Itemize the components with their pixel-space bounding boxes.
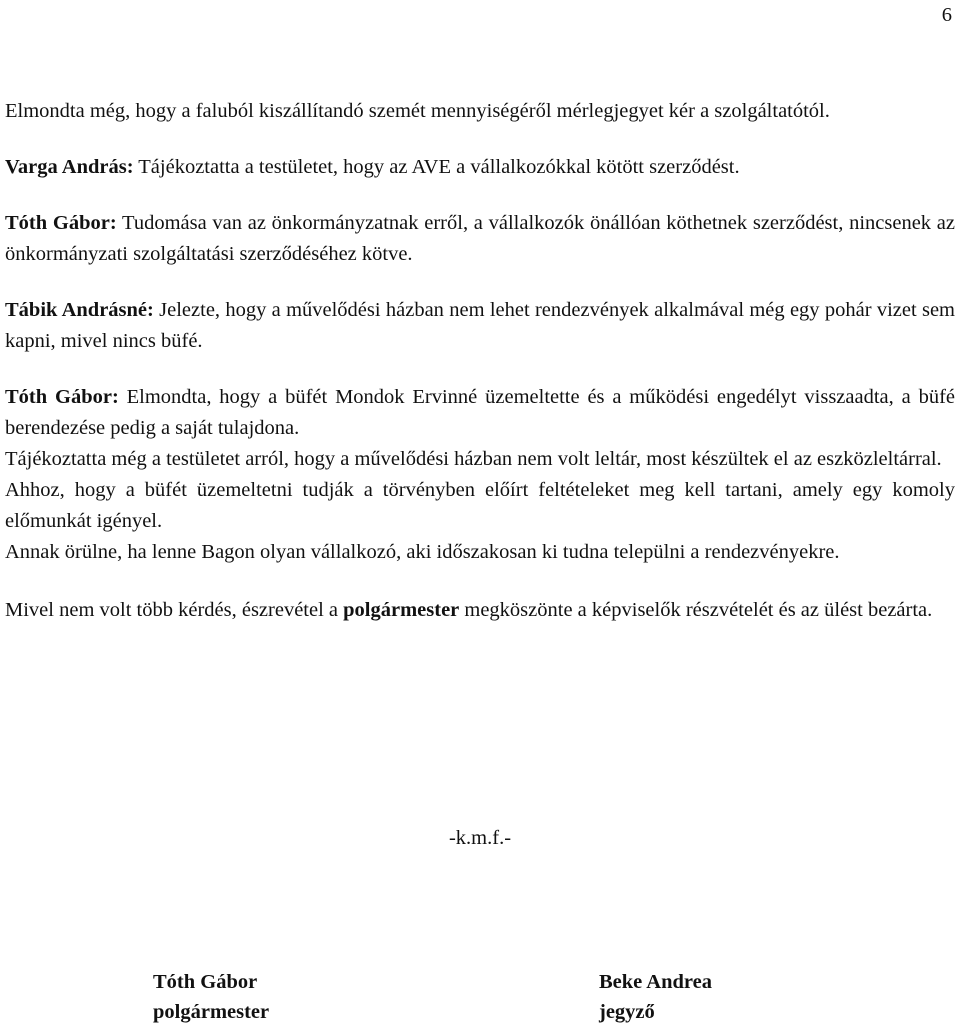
paragraph-4 (5, 295, 955, 357)
paragraph-3 (5, 208, 955, 270)
speaker-name: Tábik Andrásné: (5, 299, 154, 321)
speaker-name: Tóth Gábor: (5, 386, 119, 408)
paragraph-text: Tájékoztatta a testületet, hogy az AVE a vállalkozókkal kötött szerződést. (133, 156, 740, 178)
role-emphasis: polgármester (343, 599, 460, 621)
paragraph-text: Jelezte, hogy a művelődési házban nem lehet rendezvények alkalmával még egy pohár vizet sem kapni, mivel nincs büfé. (5, 299, 955, 352)
paragraph-text: Elmondta, hogy a büfét Mondok Ervinné üzemeltette és a működési engedélyt visszaadta, a büfé berendezése pedig a saját tulajdona. (5, 386, 955, 439)
signatory-name: Beke Andrea (599, 971, 712, 993)
signatory-title: jegyző (599, 1001, 655, 1023)
paragraph-8: Annak örülne, ha lenne Bagon olyan vállalkozó, aki időszakosan ki tudna települni a rendezvényekre. (5, 541, 840, 563)
paragraph-text: Mivel nem volt több kérdés, észrevétel a (5, 599, 344, 621)
speaker-name: Varga András: (5, 156, 134, 178)
signature-mayor (153, 967, 269, 1027)
paragraph-text: megköszönte a képviselők részvételét és az ülést bezárta. (459, 599, 933, 621)
page-number: 6 (941, 4, 952, 26)
speaker-name: Tóth Gábor: (5, 212, 117, 234)
minutes-body (5, 96, 955, 626)
signatory-title: polgármester (153, 1001, 270, 1023)
paragraph-1: Elmondta még, hogy a faluból kiszállítandó szemét mennyiségéről mérlegjegyet kér a szolgáltatótól. (5, 100, 830, 122)
paragraph-text: Tudomása van az önkormányzatnak erről, a vállalkozók önállóan köthetnek szerződést, nincsenek az önkormányzati szolgáltatási szerződéséhez kötve. (5, 212, 955, 265)
paragraph-2 (5, 152, 955, 183)
paragraph-5 (5, 382, 955, 444)
kmf-marker: -k.m.f.- (448, 827, 512, 849)
paragraph-7: Ahhoz, hogy a büfét üzemeltetni tudják a törvényben előírt feltételeket meg kell tartani, amely egy komoly előmunkát igényel. (5, 479, 955, 532)
signatory-name: Tóth Gábor (153, 971, 258, 993)
paragraph-9 (5, 595, 955, 626)
signature-notary (599, 967, 712, 1027)
paragraph-6: Tájékoztatta még a testületet arról, hogy a művelődési házban nem volt leltár, most készültek el az eszközleltárral. (5, 448, 942, 470)
